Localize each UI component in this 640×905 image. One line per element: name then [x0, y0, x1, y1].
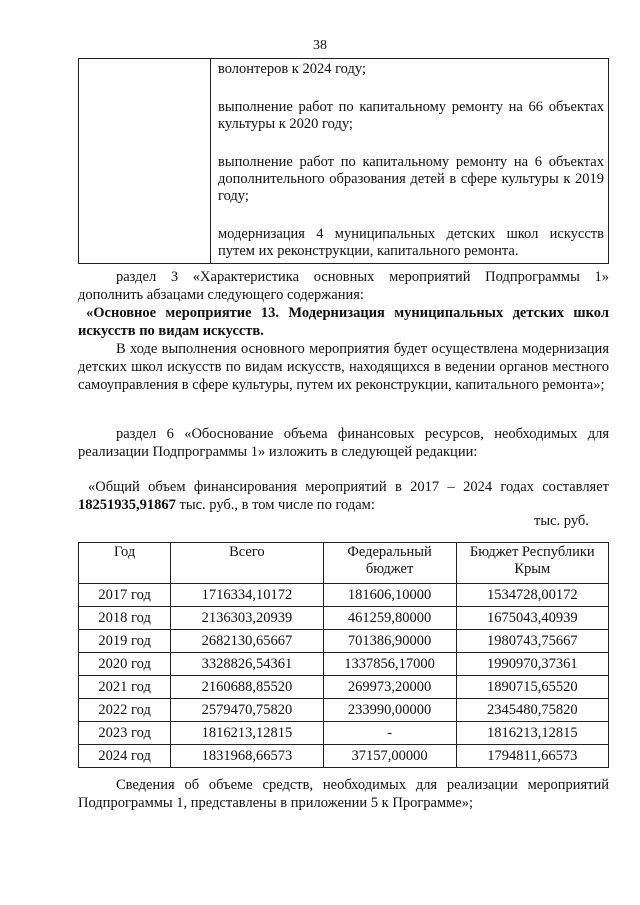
- goal-item: выполнение работ по капитальному ремонту на 66 объектах культуры к 2020 году;: [218, 99, 604, 132]
- total-before: «Общий объем финансирования мероприятий в 2017 – 2024 годах составляет: [88, 479, 609, 495]
- goals-table-content-cell: [211, 59, 609, 264]
- section3-body: В ходе выполнения основного мероприятия будет осуществлена модернизация детских школ искусств по видам искусств, находящихся в ведении органов местного самоуправления в сфере культуры, путем их реконструкции, капитального ремонта»;: [78, 341, 609, 393]
- goals-table: [78, 58, 609, 264]
- table-row: 2019 год 2682130,65667 701386,90000 1980743,75667: [79, 630, 609, 653]
- finance-table-header: [79, 543, 609, 584]
- goal-item: модернизация 4 муниципальных детских школ искусств путем их реконструкции, капитального ремонта.: [218, 226, 604, 259]
- header-regional: Бюджет Республики Крым: [456, 543, 608, 584]
- total-value: 18251935,91867: [78, 497, 176, 513]
- table-row: 2020 год 3328826,54361 1337856,17000 1990970,37361: [79, 653, 609, 676]
- table-row: 2024 год 1831968,66573 37157,00000 1794811,66573: [79, 745, 609, 768]
- page-number: 38: [313, 38, 327, 53]
- goal-item: волонтеров к 2024 году;: [218, 61, 366, 77]
- table-row: 2017 год 1716334,10172 181606,10000 1534728,00172: [79, 584, 609, 607]
- total-after: тыс. руб., в том числе по годам:: [179, 497, 375, 513]
- section3-heading: «Основное мероприятие 13. Модернизация муниципальных детских школ искусств по видам искусств.: [78, 305, 609, 339]
- goal-item: выполнение работ по капитальному ремонту на 6 объектах дополнительного образования детей в сфере культуры к 2019 году;: [218, 154, 604, 204]
- unit-label: тыс. руб.: [534, 513, 589, 529]
- goals-table-empty-cell: [79, 59, 211, 264]
- finance-table: [78, 542, 609, 768]
- table-row: 2021 год 2160688,85520 269973,20000 1890715,65520: [79, 676, 609, 699]
- section6-intro: раздел 6 «Обоснование объема финансовых ресурсов, необходимых для реализации Подпрограммы 1» изложить в следующей редакции:: [78, 426, 609, 460]
- section3-intro: раздел 3 «Характеристика основных мероприятий Подпрограммы 1» дополнить абзацами следующего содержания:: [78, 269, 609, 303]
- header-federal: Федеральный бюджет: [323, 543, 456, 584]
- header-year: Год: [79, 543, 171, 584]
- header-total: Всего: [171, 543, 323, 584]
- table-row: 2022 год 2579470,75820 233990,00000 2345480,75820: [79, 699, 609, 722]
- section3-block: [78, 268, 609, 394]
- total-financing: [78, 478, 609, 514]
- table-row: 2018 год 2136303,20939 461259,80000 1675043,40939: [79, 607, 609, 630]
- footer-paragraph: Сведения об объеме средств, необходимых для реализации мероприятий Подпрограммы 1, представлены в приложении 5 к Программе»;: [78, 777, 609, 811]
- table-row: 2023 год 1816213,12815 - 1816213,12815: [79, 722, 609, 745]
